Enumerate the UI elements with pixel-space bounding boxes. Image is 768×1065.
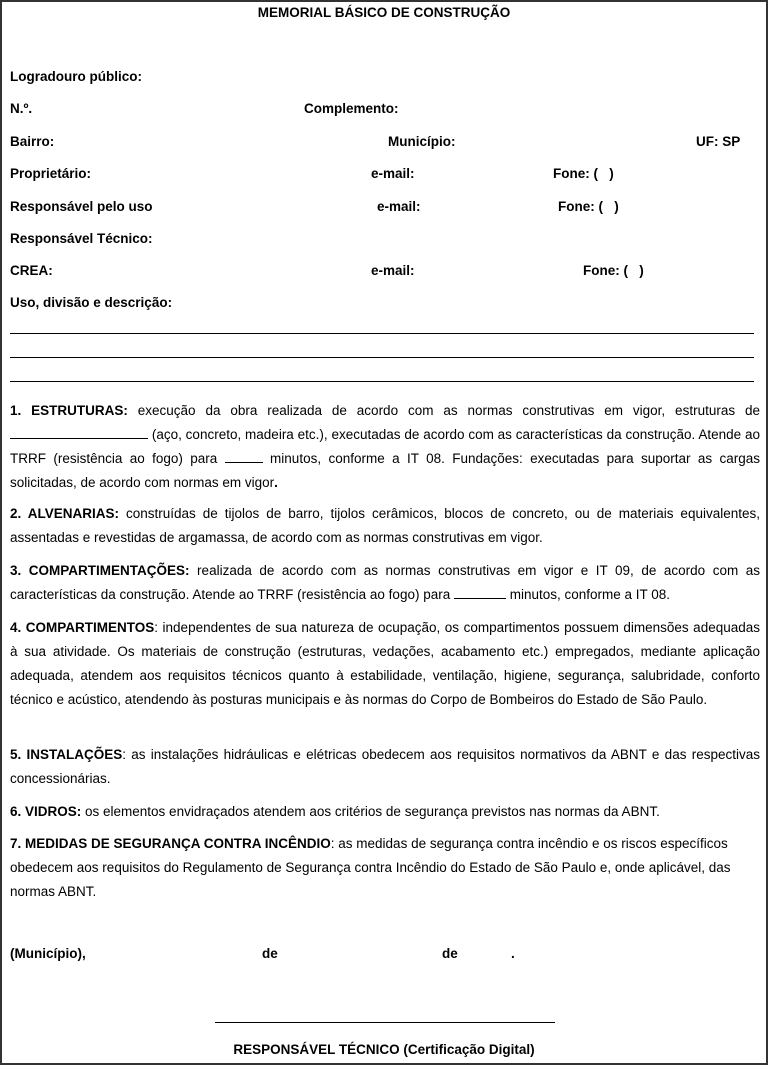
blank-trrf-minutos-compart[interactable] — [454, 586, 506, 599]
field-proprietario-fone: Fone: ( ) — [553, 166, 614, 181]
footer-comma: , — [81, 946, 86, 961]
section-heading: 3. COMPARTIMENTAÇÕES: — [10, 563, 190, 578]
description-line-1[interactable] — [10, 333, 754, 334]
field-responsavel-uso-email: e-mail: — [377, 199, 421, 214]
section-heading: 1. ESTRUTURAS: — [10, 403, 128, 418]
field-crea-fone: Fone: ( ) — [583, 263, 644, 278]
section-text: construídas de tijolos de barro, tijolos cerâmicos, blocos de concreto, ou de materiais equivalentes, assentadas e revestidas de argamassa, de acordo com as normas construtivas em vigor. — [10, 506, 760, 545]
blank-trrf-minutos[interactable] — [225, 450, 263, 463]
section-heading: 4. COMPARTIMENTOS — [10, 620, 155, 635]
section-heading: 7. MEDIDAS DE SEGURANÇA CONTRA INCÊNDIO — [10, 836, 331, 851]
field-responsavel-uso-fone: Fone: ( ) — [558, 199, 619, 214]
section-compartimentacoes — [10, 559, 760, 607]
section-compartimentos — [10, 616, 760, 712]
section-text: minutos, conforme a IT 08. — [505, 587, 671, 602]
document-title: MEMORIAL BÁSICO DE CONSTRUÇÃO — [257, 5, 511, 20]
section-text: obedecem aos requisitos do Regulamento de Segurança contra Incêndio do Estado de São Paulo e, onde aplicável, das normas ABNT. — [10, 860, 731, 899]
section-heading: 6. VIDROS: — [10, 804, 82, 819]
section-text: (aço, concreto, madeira etc.), executadas de acordo com as características da construção. Atende ao TRRF (resistência ao fogo) para — [10, 427, 760, 466]
section-heading: 2. ALVENARIAS: — [10, 506, 119, 521]
section-instalacoes — [10, 743, 760, 791]
blank-estrutura-material[interactable] — [10, 426, 148, 439]
footer-de-1: de — [262, 946, 278, 961]
field-crea-email: e-mail: — [371, 263, 415, 278]
section-heading: 5. INSTALAÇÕES — [10, 747, 123, 762]
field-proprietario: Proprietário: — [10, 166, 92, 181]
field-responsavel-uso: Responsável pelo uso — [10, 199, 153, 214]
footer-municipio — [10, 946, 86, 961]
description-line-3[interactable] — [10, 381, 754, 382]
section-text: . — [274, 475, 278, 490]
section-estruturas — [10, 399, 760, 495]
footer-municipio-label: (Município) — [10, 946, 82, 961]
section-text: os elementos envidraçados atendem aos critérios de segurança previstos nas normas da ABNT. — [81, 804, 660, 819]
section-alvenarias — [10, 502, 760, 550]
section-text: execução da obra realizada de acordo com as normas construtivas em vigor, estruturas de — [127, 403, 760, 418]
footer-period: . — [511, 946, 515, 961]
field-proprietario-email: e-mail: — [371, 166, 415, 181]
field-logradouro: Logradouro público: — [10, 69, 142, 84]
section-text: minutos, conforme a IT 08. Fundações: executadas para suportar as cargas solicitadas, de acordo com normas em vigor — [10, 451, 761, 490]
field-uso-descricao: Uso, divisão e descrição: — [10, 295, 173, 310]
field-bairro: Bairro: — [10, 134, 55, 149]
field-complemento: Complemento: — [304, 101, 399, 116]
footer-de-2: de — [442, 946, 458, 961]
field-numero: N.º. — [10, 101, 33, 116]
field-municipio: Município: — [388, 134, 456, 149]
section-text: realizada de acordo com as normas construtivas em vigor e IT 09, de acordo com as características da construção. Atende ao TRRF (resistência ao fogo) para — [10, 563, 760, 602]
description-line-2[interactable] — [10, 357, 754, 358]
section-text: : as instalações hidráulicas e elétricas obedecem aos requisitos normativos da ABNT e das respectivas concessionárias. — [10, 747, 760, 786]
signature-label: RESPONSÁVEL TÉCNICO (Certificação Digital) — [233, 1042, 535, 1057]
field-uf: UF: SP — [696, 134, 741, 149]
section-seguranca-incendio — [10, 832, 760, 904]
signature-line[interactable] — [215, 1022, 555, 1023]
section-text: : independentes de sua natureza de ocupação, os compartimentos possuem dimensões adequadas à sua atividade. Os materiais de construção (estruturas, vedações, acabamento etc.) empregados, mediante aplicação adequada, atendem aos requisitos técnicos quanto à estabilidade, ventilação, higiene, segurança, salubridade, conforto técnico e acústico, atendendo às posturas municipais e às normas do Corpo de Bombeiros do Estado de São Paulo. — [10, 620, 760, 707]
field-responsavel-tecnico: Responsável Técnico: — [10, 231, 153, 246]
field-crea: CREA: — [10, 263, 53, 278]
section-text: : as medidas de segurança contra incêndio e os riscos específicos — [330, 836, 728, 851]
section-vidros — [10, 800, 760, 824]
